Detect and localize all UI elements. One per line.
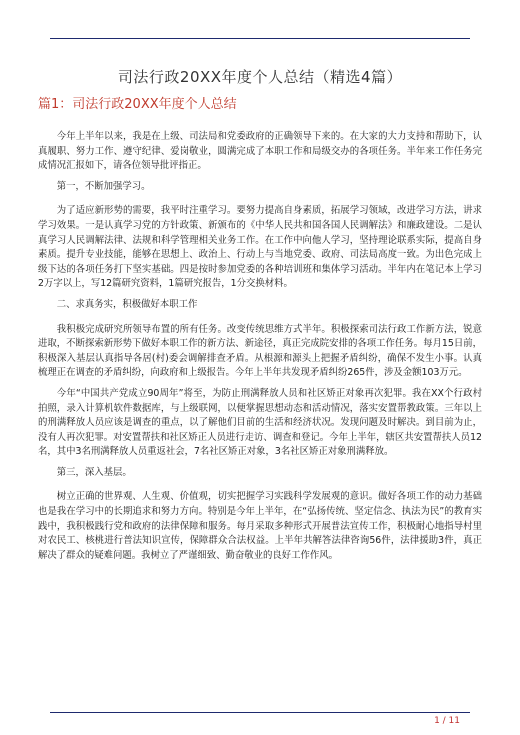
footer-rule: [50, 712, 470, 713]
intro-paragraph: 今年上半年以来，我是在上级、司法局和党委政府的正确领导下来的。在大家的大力支持和帮助下，认真履职、努力工作、遵守纪律、爱岗敬业，圆满完成了本职工作和局级交办的各项任务。半年来工作任务完成情况汇报如下，请各位领导批评指正。: [38, 131, 482, 172]
header-rule: [50, 38, 470, 39]
subheading-study: 第一，不断加强学习。: [56, 180, 151, 192]
grassroots-paragraph: 树立正确的世界观、人生观、价值观，切实把握学习实践科学发展观的意识。做好各项工作的动力基础也是我在学习中的长期追求和努力方向。特别是今年上半年，在“弘扬传统、坚定信念、执法为民”的教育实践中，我积极践行党和政府的法律保障和服务。每月采取多种形式开展普法宣传工作，积极耐心地指导村里对农民工、核桃进行普法知识宣传，保障群众合法权益。上半年共解答法律咨询56件，法律援助3件，真正解决了群众的疑难问题。我树立了严谨细致、勤奋敬业的良好工作作风。: [38, 491, 482, 561]
correction-paragraph: 今年“中国共产党成立90周年”将至，为防止刑满释放人员和社区矫正对象再次犯罪。我在XX个行政村拍照，录入计算机软件数据库，与上级联网，以便掌握思想动态和活动情况，落实安置帮教政策。三年以上的刑满释放人员应该是调查的重点，以了解他们目前的生活和经济状况。发现问题及时解决。到目前为止，没有人再次犯罪。对安置帮扶和社区矫正人员进行走访、调查和登记。今年上半年，辖区共安置帮扶人员12名，其中3名刑满释放人员重返社会，7名社区矫正对象，3名社区矫正对象刑满释放。: [38, 387, 482, 458]
subheading-grassroots: 第三，深入基层。: [56, 466, 132, 478]
subheading-work: 二、求真务实，积极做好本职工作: [56, 298, 198, 310]
page-number: 1 / 11: [434, 716, 460, 726]
document-title: 司法行政20XX年度个人总结（精选4篇）: [117, 68, 403, 86]
study-paragraph: 为了适应新形势的需要，我平时注重学习。要努力提高自身素质，拓展学习领域，改进学习方法，讲求学习效果。一是认真学习党的方针政策、新颁布的《中华人民共和国各国人民调解法》和廉政建设。二是认真学习人民调解法律、法规和科学管理相关业务工作。在工作中向他人学习，坚持理论联系实际，提高自身素质。提升专业技能，能够在思想上、政治上、行动上与当地党委、政府、司法局高度一致。为出色完成上级下达的各项任务打下坚实基础。四是按时参加党委的各种培训班和集体学习活动。半年内在笔记本上学习2万字以上，写12篇研究资料，1篇研究报告，1分交换材料。: [38, 205, 482, 290]
work-paragraph: 我积极完成研究所领导布置的所有任务。改变传统思维方式半年。积极探索司法行政工作新方法，锐意进取，不断探索新形势下做好本职工作的新方法、新途径，真正完成院安排的各项工作任务。每月15日前，积极深入基层认真指导各居(村)委会调解排查矛盾。从根源和源头上把握矛盾纠纷，确保不发生小事。认真梳理正在调查的矛盾纠纷，向政府和上级报告。今年上半年共发现矛盾纠纷265件，涉及金额103万元。: [38, 323, 482, 379]
document-body: [38, 96, 482, 569]
section-heading: 篇1：司法行政20XX年度个人总结: [38, 97, 237, 112]
